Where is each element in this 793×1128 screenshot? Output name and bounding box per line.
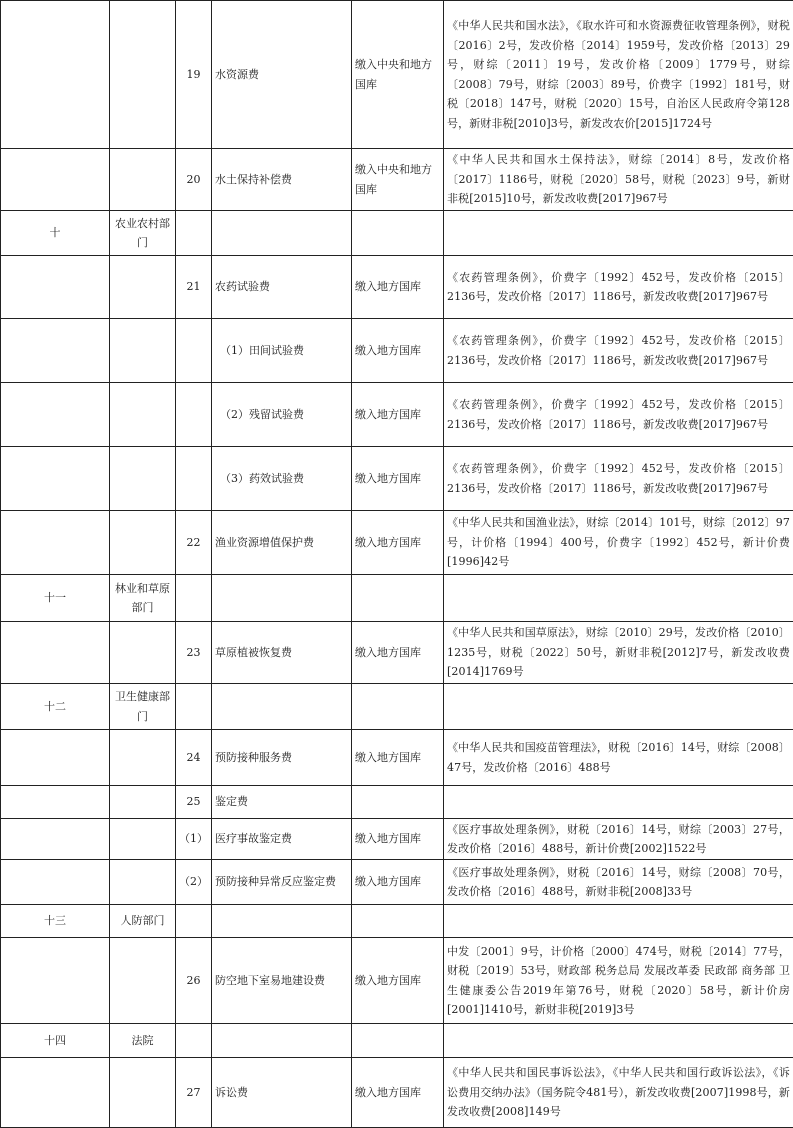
- row-legal-basis: [444, 684, 793, 730]
- row-payment-destination: 缴入地方国库: [352, 730, 444, 786]
- row-fee-name: 鉴定费: [212, 786, 352, 819]
- sub-item-row: [1, 447, 793, 511]
- fee-item-row: [1, 256, 793, 319]
- row-item-number: 26: [176, 938, 212, 1024]
- row-fee-name: 医疗事故鉴定费: [212, 819, 352, 860]
- row-item-number: 23: [176, 622, 212, 684]
- fee-item-row: [1, 819, 793, 860]
- fee-item-row: [1, 786, 793, 819]
- row-payment-destination: [352, 211, 444, 256]
- row-item-number: [176, 319, 212, 383]
- row-seq-number: [1, 622, 110, 684]
- row-seq-number: [1, 383, 110, 447]
- row-legal-basis: [444, 786, 793, 819]
- row-department: [110, 938, 176, 1024]
- fee-item-row: [1, 511, 793, 575]
- row-seq-number: 十三: [1, 905, 110, 938]
- fee-item-row: [1, 860, 793, 905]
- row-seq-number: [1, 511, 110, 575]
- row-payment-destination: [352, 786, 444, 819]
- row-payment-destination: 缴入地方国库: [352, 383, 444, 447]
- row-department: [110, 319, 176, 383]
- row-legal-basis: 《中华人民共和国草原法》，财综〔2010〕29号，发改价格〔2010〕1235号，财税〔2022〕50号，新财非税[2012]7号，新发改收费[2014]1769号: [444, 622, 793, 684]
- row-seq-number: 十四: [1, 1024, 110, 1058]
- row-department: [110, 511, 176, 575]
- row-fee-name: 农药试验费: [212, 256, 352, 319]
- fee-item-row: [1, 149, 793, 211]
- row-department: 农业农村部门: [110, 211, 176, 256]
- row-legal-basis: 《中华人民共和国疫苗管理法》，财税〔2016〕14号，财综〔2008〕47号，发改价格〔2016〕488号: [444, 730, 793, 786]
- row-seq-number: [1, 819, 110, 860]
- row-legal-basis: [444, 211, 793, 256]
- row-payment-destination: 缴入地方国库: [352, 860, 444, 905]
- row-department: [110, 819, 176, 860]
- row-seq-number: [1, 938, 110, 1024]
- fee-item-row: [1, 730, 793, 786]
- fee-item-row: [1, 622, 793, 684]
- row-seq-number: [1, 149, 110, 211]
- row-seq-number: [1, 256, 110, 319]
- row-fee-name: 预防接种服务费: [212, 730, 352, 786]
- fee-item-row: [1, 1, 793, 149]
- row-payment-destination: [352, 684, 444, 730]
- row-item-number: 24: [176, 730, 212, 786]
- row-payment-destination: 缴入中央和地方国库: [352, 149, 444, 211]
- row-department: [110, 149, 176, 211]
- fee-item-row: [1, 938, 793, 1024]
- row-item-number: [176, 447, 212, 511]
- row-legal-basis: 《农药管理条例》，价费字〔1992〕452号，发改价格〔2015〕2136号，发改价格〔2017〕1186号，新发改收费[2017]967号: [444, 383, 793, 447]
- row-legal-basis: 《中华人民共和国渔业法》，财综〔2014〕101号，财综〔2012〕97号，计价格〔1994〕400号，价费字〔1992〕452号，新计价费[1996]42号: [444, 511, 793, 575]
- row-seq-number: 十二: [1, 684, 110, 730]
- department-row: [1, 575, 793, 622]
- row-fee-name: 水资源费: [212, 1, 352, 149]
- row-seq-number: [1, 319, 110, 383]
- row-payment-destination: [352, 905, 444, 938]
- row-payment-destination: 缴入地方国库: [352, 511, 444, 575]
- row-department: 林业和草原部门: [110, 575, 176, 622]
- row-fee-name: [212, 1024, 352, 1058]
- row-seq-number: [1, 1058, 110, 1128]
- row-department: [110, 383, 176, 447]
- row-item-number: [176, 1024, 212, 1058]
- row-fee-name: [212, 905, 352, 938]
- row-legal-basis: 《农药管理条例》，价费字〔1992〕452号，发改价格〔2015〕2136号，发改价格〔2017〕1186号，新发改收费[2017]967号: [444, 447, 793, 511]
- row-item-number: （1）: [176, 819, 212, 860]
- fee-table-body: [1, 1, 793, 1128]
- row-item-number: 20: [176, 149, 212, 211]
- row-fee-name: 预防接种异常反应鉴定费: [212, 860, 352, 905]
- row-department: [110, 622, 176, 684]
- row-payment-destination: [352, 575, 444, 622]
- row-legal-basis: 《医疗事故处理条例》，财税〔2016〕14号，财综〔2003〕27号，发改价格〔2016〕488号，新计价费[2002]1522号: [444, 819, 793, 860]
- row-fee-name: 水土保持补偿费: [212, 149, 352, 211]
- row-department: 人防部门: [110, 905, 176, 938]
- row-payment-destination: 缴入地方国库: [352, 319, 444, 383]
- row-legal-basis: 《中华人民共和国民事诉讼法》，《中华人民共和国行政诉讼法》，《诉讼费用交纳办法》（国务院令481号），新发改收费[2007]1998号，新发改收费[2008]149号: [444, 1058, 793, 1128]
- row-item-number: [176, 684, 212, 730]
- row-department: [110, 1058, 176, 1128]
- row-payment-destination: [352, 1024, 444, 1058]
- row-department: 卫生健康部门: [110, 684, 176, 730]
- row-legal-basis: [444, 905, 793, 938]
- row-fee-name: [212, 575, 352, 622]
- row-department: [110, 730, 176, 786]
- row-fee-name: 渔业资源增值保护费: [212, 511, 352, 575]
- row-fee-name: （1）田间试验费: [212, 319, 352, 383]
- row-seq-number: 十: [1, 211, 110, 256]
- row-fee-name: （3）药效试验费: [212, 447, 352, 511]
- department-row: [1, 684, 793, 730]
- row-item-number: [176, 575, 212, 622]
- row-fee-name: [212, 684, 352, 730]
- row-legal-basis: [444, 575, 793, 622]
- row-item-number: 19: [176, 1, 212, 149]
- row-legal-basis: 中发〔2001〕9号，计价格〔2000〕474号，财税〔2014〕77号，财税〔2019〕53号，财政部 税务总局 发展改革委 民政部 商务部 卫生健康委公告2019年第76号，财税〔2020〕58号，新计价房[2001]1410号，新财非税[2019]3号: [444, 938, 793, 1024]
- sub-item-row: [1, 383, 793, 447]
- row-item-number: （2）: [176, 860, 212, 905]
- row-payment-destination: 缴入地方国库: [352, 447, 444, 511]
- row-seq-number: [1, 860, 110, 905]
- row-fee-name: 诉讼费: [212, 1058, 352, 1128]
- row-seq-number: [1, 1, 110, 149]
- row-item-number: [176, 905, 212, 938]
- row-seq-number: 十一: [1, 575, 110, 622]
- row-payment-destination: 缴入地方国库: [352, 938, 444, 1024]
- row-payment-destination: 缴入地方国库: [352, 819, 444, 860]
- row-seq-number: [1, 730, 110, 786]
- row-payment-destination: 缴入地方国库: [352, 622, 444, 684]
- row-legal-basis: 《中华人民共和国水法》，《取水许可和水资源费征收管理条例》，财税〔2016〕2号，发改价格〔2014〕1959号，发改价格〔2013〕29号，财综〔2011〕19号，发改价格〔2009〕1779号，财综〔2008〕79号，财综〔2003〕89号，价费字〔1992〕181号，财税〔2018〕147号，财税〔2020〕15号，自治区人民政府令第128号，新财非税[2010]3号，新发改农价[2015]1724号: [444, 1, 793, 149]
- row-legal-basis: 《农药管理条例》，价费字〔1992〕452号，发改价格〔2015〕2136号，发改价格〔2017〕1186号，新发改收费[2017]967号: [444, 319, 793, 383]
- sub-item-row: [1, 319, 793, 383]
- row-department: [110, 1, 176, 149]
- row-legal-basis: [444, 1024, 793, 1058]
- row-seq-number: [1, 447, 110, 511]
- row-legal-basis: 《医疗事故处理条例》，财税〔2016〕14号，财综〔2008〕70号，发改价格〔2016〕488号，新财非税[2008]33号: [444, 860, 793, 905]
- row-legal-basis: 《中华人民共和国水土保持法》，财综〔2014〕8号，发改价格〔2017〕1186号，财税〔2020〕58号，财税〔2023〕9号，新财非税[2015]10号，新发改收费[2017]967号: [444, 149, 793, 211]
- row-department: [110, 256, 176, 319]
- row-fee-name: 防空地下室易地建设费: [212, 938, 352, 1024]
- row-legal-basis: 《农药管理条例》，价费字〔1992〕452号，发改价格〔2015〕2136号，发改价格〔2017〕1186号，新发改收费[2017]967号: [444, 256, 793, 319]
- row-department: [110, 447, 176, 511]
- row-item-number: [176, 383, 212, 447]
- row-item-number: [176, 211, 212, 256]
- department-row: [1, 1024, 793, 1058]
- row-department: 法院: [110, 1024, 176, 1058]
- row-department: [110, 786, 176, 819]
- department-row: [1, 211, 793, 256]
- fee-item-row: [1, 1058, 793, 1128]
- row-item-number: 25: [176, 786, 212, 819]
- row-item-number: 22: [176, 511, 212, 575]
- row-fee-name: （2）残留试验费: [212, 383, 352, 447]
- row-fee-name: 草原植被恢复费: [212, 622, 352, 684]
- row-fee-name: [212, 211, 352, 256]
- row-seq-number: [1, 786, 110, 819]
- row-item-number: 21: [176, 256, 212, 319]
- row-payment-destination: 缴入地方国库: [352, 256, 444, 319]
- row-item-number: 27: [176, 1058, 212, 1128]
- row-payment-destination: 缴入中央和地方国库: [352, 1, 444, 149]
- department-row: [1, 905, 793, 938]
- row-payment-destination: 缴入地方国库: [352, 1058, 444, 1128]
- row-department: [110, 860, 176, 905]
